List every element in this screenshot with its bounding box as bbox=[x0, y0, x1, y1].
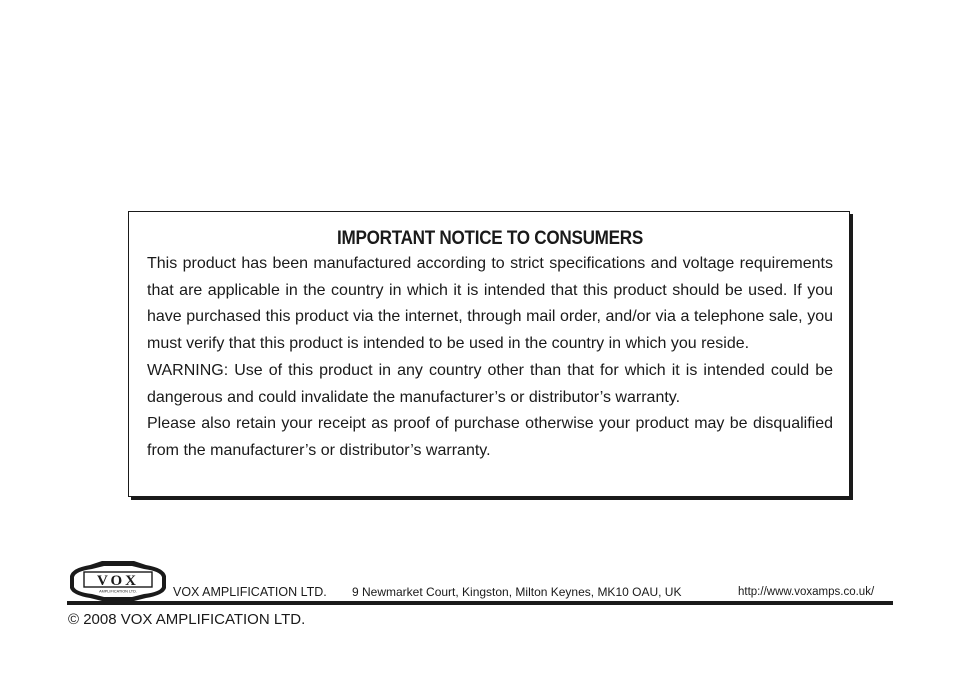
notice-title: IMPORTANT NOTICE TO CONSUMERS bbox=[337, 228, 643, 249]
notice-paragraph-warning: WARNING: Use of this product in any country other than that for which it is intended could be dangerous and could invalidate the manufacturer’s or distributor’s warranty. bbox=[147, 361, 833, 406]
consumer-notice-box bbox=[128, 211, 850, 497]
footer-address: 9 Newmarket Court, Kingston, Milton Keynes, MK10 OAU, UK bbox=[352, 585, 682, 599]
footer-website-link[interactable]: http://www.voxamps.co.uk/ bbox=[738, 586, 875, 598]
vox-logo bbox=[68, 557, 168, 605]
footer-company-name: VOX AMPLIFICATION LTD. bbox=[173, 585, 327, 599]
notice-paragraph-intro: This product has been manufactured according to strict specifications and voltage requirements that are applicable in the country in which it is intended that this product should be used. If you have purchased this product via the internet, through mail order, and/or via a telephone sale, you must verify that this product is intended to be used in the country in which you reside. bbox=[147, 255, 833, 353]
copyright-notice: © 2008 VOX AMPLIFICATION LTD. bbox=[68, 611, 306, 628]
notice-paragraph-receipt: Please also retain your receipt as proof of purchase otherwise your product may be disqualified from the manufacturer’s or distributor’s warranty. bbox=[147, 415, 833, 459]
vox-logo-subtext: AMPLIFICATION LTD. bbox=[99, 589, 137, 594]
footer-divider bbox=[67, 601, 893, 605]
vox-logo-text: VOX bbox=[96, 573, 140, 589]
